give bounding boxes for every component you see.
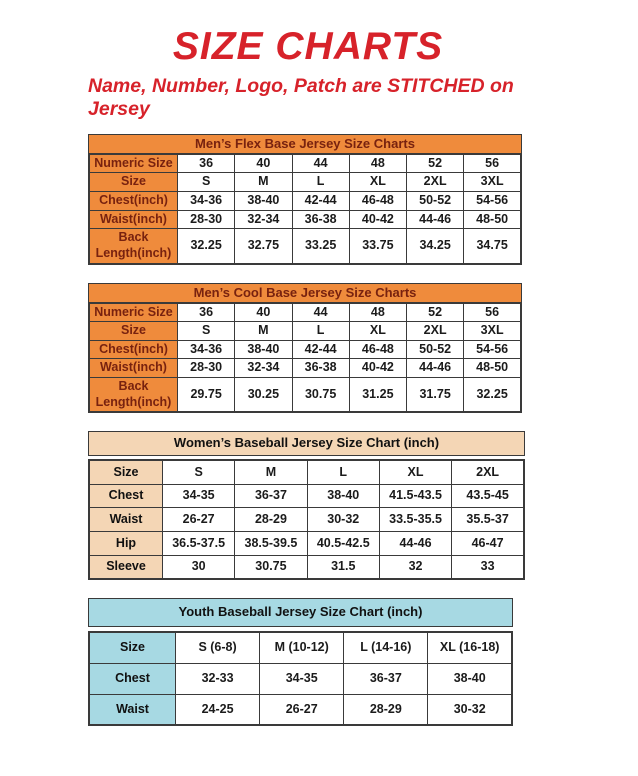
value-cell: 40-42	[349, 210, 406, 229]
value-cell: 36	[178, 303, 235, 322]
value-cell: 42-44	[292, 192, 349, 211]
value-cell: 40	[235, 303, 292, 322]
value-cell: M	[235, 322, 292, 341]
value-cell: 46-47	[452, 532, 524, 556]
value-cell: 30.25	[235, 378, 292, 413]
value-cell: 29.75	[178, 378, 235, 413]
value-cell: 48-50	[464, 359, 521, 378]
value-cell: 32-33	[176, 663, 260, 694]
value-cell: 33.5-35.5	[379, 508, 451, 532]
row-label: Numeric Size	[89, 154, 178, 173]
row-label: Numeric Size	[89, 303, 178, 322]
value-cell: 38-40	[235, 192, 292, 211]
row-label: Chest(inch)	[89, 192, 178, 211]
row-label: Size	[89, 173, 178, 192]
value-cell: 44	[292, 154, 349, 173]
value-cell: XL	[349, 173, 406, 192]
value-cell: 34.75	[464, 229, 521, 264]
row-label: Chest	[89, 484, 163, 508]
value-cell: 38-40	[428, 663, 512, 694]
table-row	[89, 192, 521, 211]
table-row	[89, 210, 521, 229]
value-cell: 52	[407, 303, 464, 322]
value-cell: 38.5-39.5	[235, 532, 307, 556]
value-cell: 2XL	[452, 460, 524, 484]
value-cell: 3XL	[464, 322, 521, 341]
value-cell: L	[292, 173, 349, 192]
mens-cool-base-size-chart	[88, 283, 522, 414]
value-cell: 56	[464, 303, 521, 322]
value-cell: L (14-16)	[344, 632, 428, 663]
value-cell: 33.75	[349, 229, 406, 264]
size-charts-page	[88, 26, 528, 726]
value-cell: 32-34	[235, 210, 292, 229]
value-cell: S	[178, 322, 235, 341]
value-cell: 40.5-42.5	[307, 532, 379, 556]
value-cell: 30.75	[235, 555, 307, 579]
row-label: Chest(inch)	[89, 340, 178, 359]
value-cell: XL	[349, 322, 406, 341]
value-cell: 44-46	[407, 359, 464, 378]
value-cell: 46-48	[349, 192, 406, 211]
value-cell: 34.25	[407, 229, 464, 264]
value-cell: L	[307, 460, 379, 484]
value-cell: 2XL	[407, 322, 464, 341]
value-cell: 38-40	[235, 340, 292, 359]
row-label: Waist	[89, 508, 163, 532]
value-cell: 48-50	[464, 210, 521, 229]
value-cell: 26-27	[163, 508, 235, 532]
row-label: Waist	[89, 694, 176, 725]
value-cell: 32-34	[235, 359, 292, 378]
chart-title-womens: Women’s Baseball Jersey Size Chart (inch)	[88, 431, 525, 456]
value-cell: 56	[464, 154, 521, 173]
value-cell: 2XL	[407, 173, 464, 192]
table-row	[89, 173, 521, 192]
value-cell: M	[235, 460, 307, 484]
value-cell: 54-56	[464, 192, 521, 211]
value-cell: 30-32	[307, 508, 379, 532]
value-cell: 28-30	[178, 359, 235, 378]
value-cell: S	[178, 173, 235, 192]
value-cell: L	[292, 322, 349, 341]
value-cell: 52	[407, 154, 464, 173]
value-cell: 31.75	[407, 378, 464, 413]
value-cell: 30-32	[428, 694, 512, 725]
row-label: Back Length(inch)	[89, 378, 178, 413]
value-cell: 36-37	[344, 663, 428, 694]
value-cell: 33	[452, 555, 524, 579]
value-cell: 28-29	[344, 694, 428, 725]
value-cell: 34-35	[260, 663, 344, 694]
table-row	[89, 154, 521, 173]
chart-title-mens-cool: Men’s Cool Base Jersey Size Charts	[88, 283, 522, 303]
mens-flex-base-size-chart	[88, 134, 522, 265]
value-cell: 28-29	[235, 508, 307, 532]
value-cell: 30	[163, 555, 235, 579]
value-cell: 41.5-43.5	[379, 484, 451, 508]
table-row	[89, 322, 521, 341]
value-cell: 43.5-45	[452, 484, 524, 508]
value-cell: 40	[235, 154, 292, 173]
value-cell: 24-25	[176, 694, 260, 725]
value-cell: 44-46	[379, 532, 451, 556]
value-cell: 32	[379, 555, 451, 579]
value-cell: S	[163, 460, 235, 484]
table-row	[89, 508, 524, 532]
size-table-womens	[88, 459, 525, 580]
value-cell: 44	[292, 303, 349, 322]
value-cell: 31.5	[307, 555, 379, 579]
table-row	[89, 303, 521, 322]
value-cell: 50-52	[407, 340, 464, 359]
row-label: Size	[89, 460, 163, 484]
value-cell: 34-36	[178, 192, 235, 211]
row-label: Chest	[89, 663, 176, 694]
table-row	[89, 663, 512, 694]
value-cell: 46-48	[349, 340, 406, 359]
chart-title-mens-flex: Men’s Flex Base Jersey Size Charts	[88, 134, 522, 154]
row-label: Sleeve	[89, 555, 163, 579]
value-cell: 44-46	[407, 210, 464, 229]
table-row	[89, 555, 524, 579]
value-cell: 38-40	[307, 484, 379, 508]
value-cell: 36	[178, 154, 235, 173]
table-row	[89, 378, 521, 413]
value-cell: 48	[349, 154, 406, 173]
table-row	[89, 532, 524, 556]
value-cell: 54-56	[464, 340, 521, 359]
value-cell: XL (16-18)	[428, 632, 512, 663]
value-cell: S (6-8)	[176, 632, 260, 663]
table-row	[89, 340, 521, 359]
value-cell: 26-27	[260, 694, 344, 725]
value-cell: 28-30	[178, 210, 235, 229]
value-cell: 48	[349, 303, 406, 322]
page-subtitle: Name, Number, Logo, Patch are STITCHED on Jersey	[88, 74, 514, 120]
value-cell: 33.25	[292, 229, 349, 264]
row-label: Waist(inch)	[89, 359, 178, 378]
table-row	[89, 484, 524, 508]
table-row	[89, 359, 521, 378]
value-cell: 36-37	[235, 484, 307, 508]
table-row	[89, 694, 512, 725]
value-cell: 30.75	[292, 378, 349, 413]
value-cell: 32.75	[235, 229, 292, 264]
size-table-mens-flex	[88, 153, 522, 265]
womens-baseball-size-chart	[88, 431, 525, 580]
value-cell: 35.5-37	[452, 508, 524, 532]
value-cell: 36.5-37.5	[163, 532, 235, 556]
value-cell: 3XL	[464, 173, 521, 192]
value-cell: 32.25	[178, 229, 235, 264]
value-cell: 34-35	[163, 484, 235, 508]
value-cell: 42-44	[292, 340, 349, 359]
row-label: Size	[89, 322, 178, 341]
row-label: Waist(inch)	[89, 210, 178, 229]
value-cell: M (10-12)	[260, 632, 344, 663]
value-cell: 32.25	[464, 378, 521, 413]
value-cell: 36-38	[292, 210, 349, 229]
value-cell: XL	[379, 460, 451, 484]
table-row	[89, 229, 521, 264]
page-title: SIZE CHARTS	[172, 25, 444, 68]
value-cell: 40-42	[349, 359, 406, 378]
size-table-mens-cool	[88, 302, 522, 414]
value-cell: 50-52	[407, 192, 464, 211]
value-cell: 34-36	[178, 340, 235, 359]
table-row	[89, 460, 524, 484]
value-cell: M	[235, 173, 292, 192]
row-label: Hip	[89, 532, 163, 556]
table-row	[89, 632, 512, 663]
row-label: Size	[89, 632, 176, 663]
value-cell: 31.25	[349, 378, 406, 413]
value-cell: 36-38	[292, 359, 349, 378]
chart-title-youth: Youth Baseball Jersey Size Chart (inch)	[88, 598, 513, 627]
size-table-youth	[88, 631, 513, 726]
youth-baseball-size-chart	[88, 598, 513, 726]
row-label: Back Length(inch)	[89, 229, 178, 264]
